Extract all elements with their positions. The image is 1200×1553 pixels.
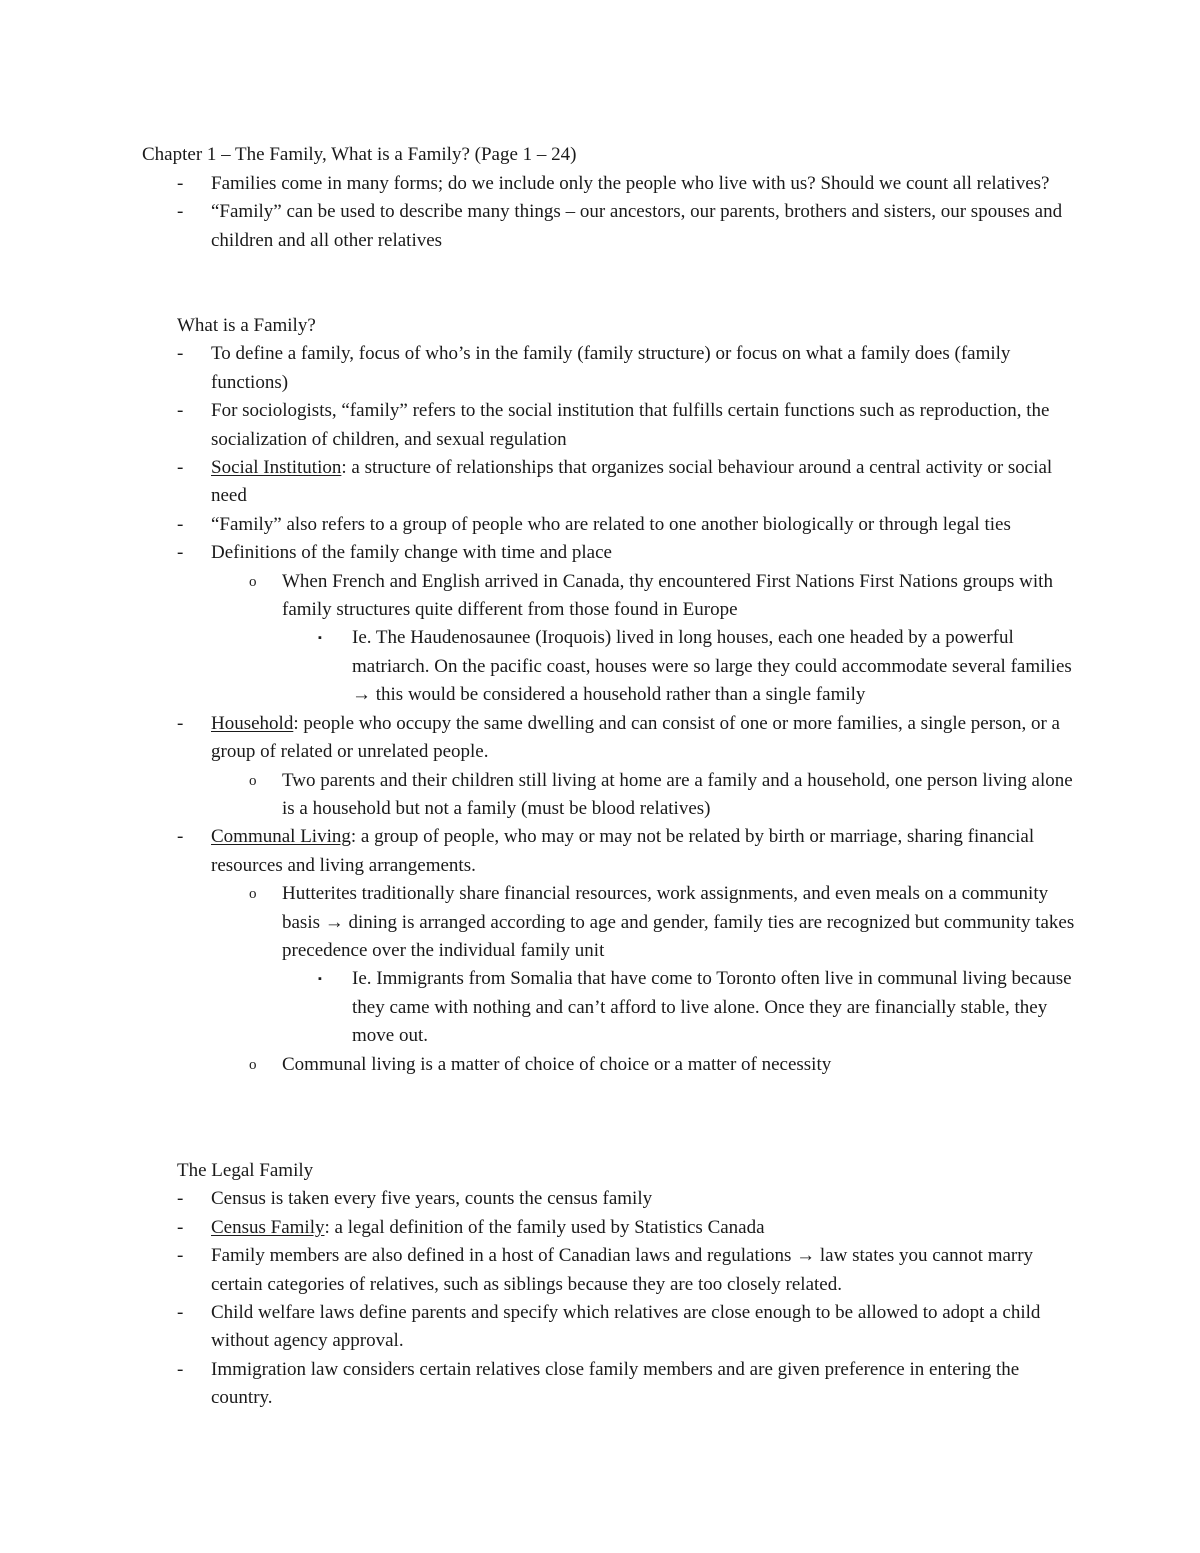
dash-marker: - — [177, 513, 184, 535]
intro-section — [177, 170, 1077, 255]
bullet-text: Families come in many forms; do we include only the people who live with us? Should we count all relatives? — [211, 173, 1050, 194]
list-item — [177, 539, 1077, 567]
list-item — [177, 397, 1077, 454]
legal-family-section — [177, 1157, 1077, 1413]
dash-marker: - — [177, 1358, 184, 1380]
bullet-text: Definitions of the family change with time and place — [211, 542, 612, 564]
dash-marker: - — [177, 457, 184, 479]
sub-sub-list-item — [177, 624, 1077, 709]
dash-marker: - — [177, 343, 184, 365]
bullet-text: Immigration law considers certain relatives close family members and are given preference in entering the country. — [211, 1358, 1020, 1409]
sub-list-item — [177, 880, 1077, 965]
term-household: Household — [211, 712, 294, 734]
section-heading: The Legal Family — [177, 1160, 314, 1181]
list-item — [177, 198, 1077, 255]
definition-text: : a structure of relationships that organizes social behaviour around a central activity or social need — [211, 457, 1053, 507]
bullet-text: Census is taken every five years, counts the census family — [211, 1188, 653, 1210]
section-heading: What is a Family? — [177, 315, 316, 336]
sub-list-item — [177, 767, 1077, 824]
list-item — [177, 1242, 1077, 1299]
what-is-family-section — [177, 312, 1077, 1079]
term-census-family: Census Family — [211, 1216, 325, 1238]
dash-marker: - — [177, 201, 184, 223]
dash-marker: - — [177, 173, 184, 194]
bullet-text: Family members are also defined in a host of Canadian laws and regulations → law states you cannot marry certain categories of relatives, such as siblings because they are too closely related. — [211, 1245, 1034, 1295]
sub-sub-bullet-text: Ie. The Haudenosaunee (Iroquois) lived in long houses, each one headed by a powerful matriarch. On the pacific coast, houses were so large they could accommodate several families → this would be considered a household rather than a single family — [352, 627, 1072, 706]
circle-marker: o — [249, 886, 257, 903]
term-social-institution: Social Institution — [211, 457, 342, 479]
square-marker: ▪ — [318, 973, 322, 986]
bullet-text: “Family” can be used to describe many things – our ancestors, our parents, brothers and sisters, our spouses and children and all other relatives — [211, 201, 1063, 251]
chapter-title: Chapter 1 – The Family, What is a Family? (Page 1 – 24) — [142, 144, 577, 165]
sub-bullet-text: Communal living is a matter of choice of choice or a matter of necessity — [282, 1053, 832, 1075]
dash-marker: - — [177, 400, 184, 422]
sub-list-item — [177, 1051, 1077, 1079]
definition-text: : people who occupy the same dwelling and can consist of one or more families, a single person, or a group of related or unrelated people. — [211, 712, 1060, 763]
sub-sub-bullet-text: Ie. Immigrants from Somalia that have come to Toronto often live in communal living because they came with nothing and can’t afford to live alone. Once they are financially stable, they move out. — [352, 968, 1072, 1047]
dash-marker: - — [177, 712, 184, 734]
circle-marker: o — [249, 772, 257, 789]
dash-marker: - — [177, 826, 184, 848]
list-item — [177, 454, 1077, 511]
definition-text: : a legal definition of the family used by Statistics Canada — [324, 1216, 765, 1238]
list-item — [177, 710, 1077, 767]
dash-marker: - — [177, 1216, 184, 1238]
list-item — [177, 511, 1077, 539]
square-marker: ▪ — [318, 632, 322, 645]
bullet-text: “Family” also refers to a group of people who are related to one another biologically or through legal ties — [211, 513, 1011, 535]
circle-marker: o — [249, 573, 257, 590]
list-item — [177, 1214, 1077, 1242]
list-item — [177, 340, 1077, 397]
sub-sub-list-item — [177, 965, 1077, 1050]
dash-marker: - — [177, 1245, 184, 1267]
term-communal-living: Communal Living — [211, 826, 351, 848]
dash-marker: - — [177, 1188, 184, 1210]
definition-text: : a group of people, who may or may not be related by birth or marriage, sharing financial resources and living arrangements. — [211, 826, 1035, 876]
sub-bullet-text: Hutterites traditionally share financial resources, work assignments, and even meals on a community basis → dining is arranged according to age and gender, family ties are recognized but community takes precedence over the individual family unit — [282, 883, 1075, 961]
list-item — [177, 1299, 1077, 1356]
sub-bullet-text: When French and English arrived in Canada, thy encountered First Nations First Nations groups with family structures quite different from those found in Europe — [282, 570, 1053, 621]
list-item — [177, 823, 1077, 880]
sub-list-item — [177, 568, 1077, 625]
sub-bullet-text: Two parents and their children still living at home are a family and a household, one person living alone is a household but not a family (must be blood relatives) — [282, 769, 1073, 819]
dash-marker: - — [177, 542, 184, 564]
circle-marker: o — [249, 1056, 257, 1073]
bullet-text: For sociologists, “family” refers to the social institution that fulfills certain functions such as reproduction, the socialization of children, and sexual regulation — [211, 400, 1050, 450]
list-item — [177, 1185, 1077, 1213]
bullet-text: To define a family, focus of who’s in the family (family structure) or focus on what a family does (family functions) — [211, 343, 1011, 393]
list-item — [177, 1356, 1077, 1413]
list-item — [177, 170, 1077, 198]
bullet-text: Child welfare laws define parents and specify which relatives are close enough to be allowed to adopt a child without agency approval. — [211, 1302, 1041, 1352]
dash-marker: - — [177, 1302, 184, 1324]
